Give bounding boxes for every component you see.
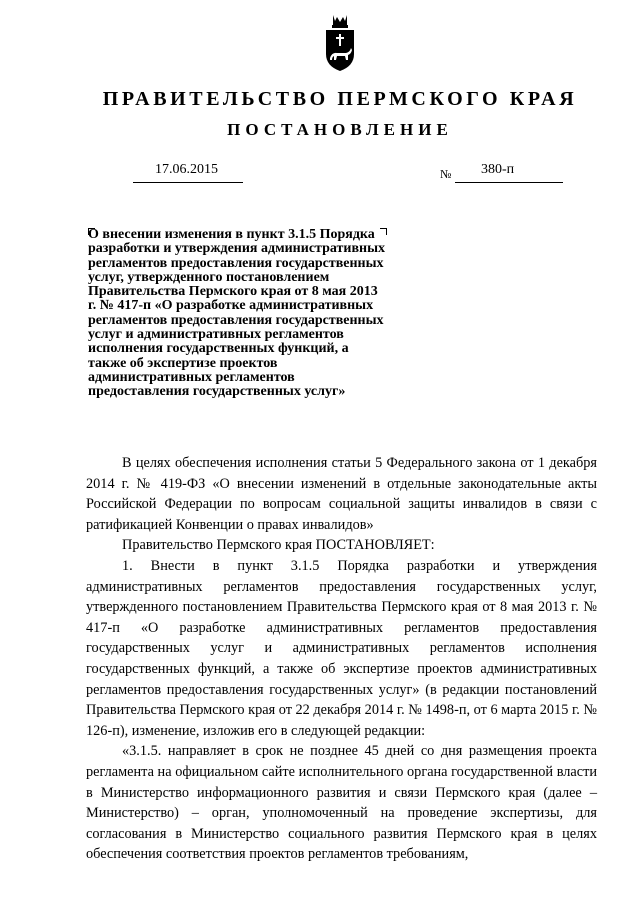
government-name: ПРАВИТЕЛЬСТВО ПЕРМСКОГО КРАЯ — [102, 88, 578, 110]
document-date: 17.06.2015 — [155, 162, 218, 177]
preamble-paragraph: В целях обеспечения исполнения статьи 5 Федерального закона от 1 декабря 2014 г. № 419-ФЗ «О внесении изменений в отдельные законодательные акты Российской Федерации по вопросам социальной защиты инвалидов в связи с ратификацией Конвенции о правах инвалидов» — [86, 455, 597, 533]
document-body — [86, 453, 597, 865]
item-1-paragraph: 1. Внести в пункт 3.1.5 Порядка разработки и утверждения административных регламентов предоставления государственных услуг, утвержденного постановлением Правительства Пермского края от 8 мая 2013 г. № 417-п «О разработке административных регламентов предоставления государственных услуг и административных регламентов исполнения государственных функций, а также об экспертизе проектов административных регламентов предоставления государственных услуг» (в редакции постановлений Правительства Пермского края от 22 декабря 2014 г. № 1498-п, от 6 марта 2015 г. № 126-п), изменение, изложив его в следующей редакции: — [86, 557, 597, 739]
document-number: 380-п — [481, 162, 515, 177]
document-type: ПОСТАНОВЛЕНИЕ — [227, 120, 453, 139]
coat-of-arms-icon — [323, 12, 357, 72]
decree-paragraph: Правительство Пермского края ПОСТАНОВЛЯЕТ: — [122, 537, 435, 554]
number-sign: № — [440, 167, 452, 181]
quoted-paragraph: «3.1.5. направляет в срок не позднее 45 дней со дня размещения проекта регламента на официальном сайте исполнительного органа государственной власти в Министерство информационного развития и связи Пермского края (далее – Министерство) – орган, уполномоченный на проведение экспертизы, для согласования в Министерство социального развития Пермского края в целях обеспечения соответствия проектов регламентов требованиям, — [86, 743, 597, 863]
document-subject: О внесении изменения в пункт 3.1.5 Порядка разработки и утверждения административных регламентов предоставления государственных услуг, утвержденного постановлением Правительства Пермского края от 8 мая 2013 г. № 417-п «О разработке административных регламентов предоставления государственных услуг и административных регламентов исполнения государственных функций, а также об экспертизе проектов административных регламентов предоставления государственных услуг» — [88, 227, 386, 400]
